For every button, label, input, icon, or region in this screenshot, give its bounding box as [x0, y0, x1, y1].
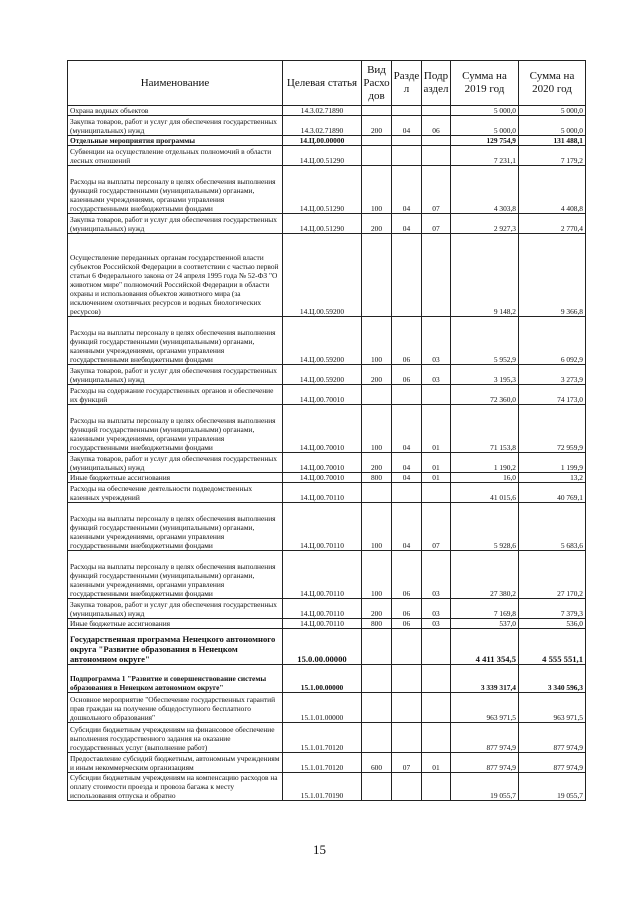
row-sum-2019: 5 000,0: [451, 116, 519, 136]
row-subsection: 01: [422, 453, 451, 473]
row-sum-2020: 7 179,2: [519, 146, 586, 166]
row-sum-2020: 6 092,9: [519, 317, 586, 365]
row-sum-2020: 40 769,1: [519, 483, 586, 503]
row-sum-2020: 877 974,9: [519, 753, 586, 773]
row-sum-2020: 7 379,3: [519, 599, 586, 619]
row-sum-2019: 129 754,9: [451, 136, 519, 146]
row-subsection: 07: [422, 214, 451, 234]
row-sum-2020: 963 971,5: [519, 693, 586, 723]
row-subsection: [422, 136, 451, 146]
row-target-article: 15.1.01.70120: [283, 723, 362, 753]
row-sum-2019: 19 055,7: [451, 773, 519, 801]
row-sum-2020: 5 683,6: [519, 503, 586, 551]
row-sum-2020: 4 408,8: [519, 166, 586, 214]
row-name: Закупка товаров, работ и услуг для обеспечения государственных (муниципальных) нужд: [68, 599, 283, 619]
row-sum-2019: 877 974,9: [451, 753, 519, 773]
header-name: Наименование: [68, 61, 283, 106]
row-target-article: 14.Ц.00.70110: [283, 503, 362, 551]
row-section: 06: [392, 551, 422, 599]
row-expense-kind: 100: [362, 166, 392, 214]
row-target-article: 14.Ц.00.70110: [283, 551, 362, 599]
table-row: [68, 365, 586, 385]
row-section: [392, 629, 422, 665]
row-sum-2019: 3 339 317,4: [451, 665, 519, 693]
table-row: [68, 146, 586, 166]
row-section: 04: [392, 405, 422, 453]
row-name: Субвенции на осуществление отдельных полномочий в области лесных отношений: [68, 146, 283, 166]
row-section: 04: [392, 453, 422, 473]
row-expense-kind: 800: [362, 619, 392, 629]
row-expense-kind: 200: [362, 365, 392, 385]
row-expense-kind: 200: [362, 116, 392, 136]
row-sum-2020: 131 488,1: [519, 136, 586, 146]
row-name: Расходы на обеспечение деятельности подведомственных казенных учреждений: [68, 483, 283, 503]
row-expense-kind: [362, 234, 392, 317]
row-sum-2020: 5 000,0: [519, 106, 586, 116]
row-subsection: [422, 385, 451, 405]
row-expense-kind: [362, 483, 392, 503]
row-sum-2019: 27 380,2: [451, 551, 519, 599]
row-sum-2020: 877 974,9: [519, 723, 586, 753]
row-name: Закупка товаров, работ и услуг для обеспечения государственных (муниципальных) нужд: [68, 453, 283, 473]
budget-table-sheet: [67, 60, 585, 801]
row-expense-kind: 200: [362, 214, 392, 234]
row-expense-kind: [362, 146, 392, 166]
row-sum-2020: 3 340 596,3: [519, 665, 586, 693]
row-subsection: 01: [422, 473, 451, 483]
row-sum-2019: 72 360,0: [451, 385, 519, 405]
table-row: [68, 483, 586, 503]
table-row: [68, 116, 586, 136]
table-row: [68, 503, 586, 551]
row-section: [392, 136, 422, 146]
row-section: 06: [392, 365, 422, 385]
row-section: [392, 234, 422, 317]
row-expense-kind: 800: [362, 473, 392, 483]
row-sum-2019: 537,0: [451, 619, 519, 629]
row-sum-2020: 9 366,8: [519, 234, 586, 317]
header-sum-2020: Сумма на 2020 год: [519, 61, 586, 106]
row-name: Осуществление переданных органам государственной власти субъектов Российской Федерации в соответствии с частью первой статьи 6 Федерального закона от 24 апреля 1995 года № 52-ФЗ "О животном мире" полномочий Российской Федерации в области охраны и использования объектов животного мира (за исключением охотничьих ресурсов и водных биологических ресурсов): [68, 234, 283, 317]
row-name: Расходы на выплаты персоналу в целях обеспечения выполнения функций государственными (муниципальными) органами, казенными учреждениями, органами управления государственными внебюджетными фондами: [68, 551, 283, 599]
row-name: Субсидии бюджетным учреждениям на компенсацию расходов на оплату стоимости проезда и провоза багажа к месту использования отпуска и обратно: [68, 773, 283, 801]
row-sum-2019: 2 927,3: [451, 214, 519, 234]
row-sum-2019: 4 303,8: [451, 166, 519, 214]
row-target-article: 14.Ц.00.70010: [283, 473, 362, 483]
row-name: Государственная программа Ненецкого автономного округа "Развитие образования в Ненецком автономном округе": [68, 629, 283, 665]
row-section: [392, 385, 422, 405]
row-sum-2019: 9 148,2: [451, 234, 519, 317]
row-name: Охрана водных объектов: [68, 106, 283, 116]
row-sum-2019: 7 169,8: [451, 599, 519, 619]
row-name: Иные бюджетные ассигнования: [68, 619, 283, 629]
row-subsection: [422, 773, 451, 801]
row-sum-2020: 19 055,7: [519, 773, 586, 801]
table-row: [68, 453, 586, 473]
row-target-article: 15.1.01.00000: [283, 693, 362, 723]
row-target-article: 15.0.00.00000: [283, 629, 362, 665]
table-row: [68, 234, 586, 317]
row-subsection: [422, 483, 451, 503]
row-subsection: 03: [422, 317, 451, 365]
row-section: 04: [392, 166, 422, 214]
row-target-article: 14.Ц.00.51290: [283, 146, 362, 166]
row-name: Отдельные мероприятия программы: [68, 136, 283, 146]
row-name: Закупка товаров, работ и услуг для обеспечения государственных (муниципальных) нужд: [68, 116, 283, 136]
table-row: [68, 629, 586, 665]
row-subsection: [422, 629, 451, 665]
row-sum-2020: 13,2: [519, 473, 586, 483]
row-expense-kind: [362, 385, 392, 405]
row-name: Предоставление субсидий бюджетным, автономным учреждениям и иным некоммерческим организациям: [68, 753, 283, 773]
row-sum-2019: 963 971,5: [451, 693, 519, 723]
row-section: 04: [392, 214, 422, 234]
table-row: [68, 551, 586, 599]
row-expense-kind: 600: [362, 753, 392, 773]
table-row: [68, 723, 586, 753]
row-subsection: 03: [422, 551, 451, 599]
row-target-article: 14.Ц.00.70110: [283, 619, 362, 629]
row-expense-kind: [362, 773, 392, 801]
row-expense-kind: 100: [362, 551, 392, 599]
row-subsection: [422, 693, 451, 723]
row-subsection: [422, 234, 451, 317]
budget-table: [67, 60, 586, 801]
row-sum-2020: 5 000,0: [519, 116, 586, 136]
row-section: [392, 106, 422, 116]
row-section: 07: [392, 753, 422, 773]
row-section: [392, 693, 422, 723]
row-sum-2019: 41 015,6: [451, 483, 519, 503]
row-sum-2020: 3 273,9: [519, 365, 586, 385]
row-target-article: 14.Ц.00.70010: [283, 385, 362, 405]
row-section: 04: [392, 116, 422, 136]
row-expense-kind: [362, 136, 392, 146]
row-target-article: 14.Ц.00.59200: [283, 365, 362, 385]
table-row: [68, 619, 586, 629]
table-row: [68, 753, 586, 773]
header-subsection: Подр аздел: [422, 61, 451, 106]
row-sum-2020: 1 199,9: [519, 453, 586, 473]
row-subsection: [422, 665, 451, 693]
table-row: [68, 166, 586, 214]
row-expense-kind: 100: [362, 317, 392, 365]
row-section: 06: [392, 599, 422, 619]
row-sum-2019: 5 952,9: [451, 317, 519, 365]
row-target-article: 14.3.02.71890: [283, 116, 362, 136]
row-expense-kind: 200: [362, 453, 392, 473]
table-row: [68, 599, 586, 619]
row-subsection: 07: [422, 503, 451, 551]
row-name: Иные бюджетные ассигнования: [68, 473, 283, 483]
row-section: [392, 665, 422, 693]
row-target-article: 14.Ц.00.00000: [283, 136, 362, 146]
row-expense-kind: 100: [362, 405, 392, 453]
row-expense-kind: [362, 665, 392, 693]
row-sum-2019: 4 411 354,5: [451, 629, 519, 665]
table-body: [68, 106, 586, 801]
row-sum-2019: 3 195,3: [451, 365, 519, 385]
page-number: 15: [313, 842, 326, 857]
row-sum-2020: 536,0: [519, 619, 586, 629]
row-subsection: 03: [422, 619, 451, 629]
row-section: [392, 723, 422, 753]
row-sum-2020: 2 770,4: [519, 214, 586, 234]
header-expense-kind: Вид Расхо дов: [362, 61, 392, 106]
row-expense-kind: 200: [362, 599, 392, 619]
header-section: Разде л: [392, 61, 422, 106]
row-target-article: 14.Ц.00.70110: [283, 483, 362, 503]
row-sum-2020: 27 170,2: [519, 551, 586, 599]
row-sum-2019: 5 000,0: [451, 106, 519, 116]
row-sum-2019: 877 974,9: [451, 723, 519, 753]
row-expense-kind: 100: [362, 503, 392, 551]
header-target-article: Целевая статья: [283, 61, 362, 106]
table-row: [68, 693, 586, 723]
table-header-row: [68, 61, 586, 106]
row-target-article: 15.1.01.70120: [283, 753, 362, 773]
row-sum-2019: 71 153,8: [451, 405, 519, 453]
row-section: [392, 483, 422, 503]
row-name: Расходы на содержание государственных органов и обеспечение их функций: [68, 385, 283, 405]
row-subsection: 07: [422, 166, 451, 214]
row-name: Расходы на выплаты персоналу в целях обеспечения выполнения функций государственными (муниципальными) органами, казенными учреждениями, органами управления государственными внебюджетными фондами: [68, 317, 283, 365]
row-section: [392, 146, 422, 166]
row-target-article: 15.1.00.00000: [283, 665, 362, 693]
table-row: [68, 773, 586, 801]
row-subsection: 03: [422, 365, 451, 385]
row-section: 04: [392, 503, 422, 551]
table-row: [68, 665, 586, 693]
row-target-article: 14.Ц.00.70010: [283, 405, 362, 453]
table-row: [68, 136, 586, 146]
row-sum-2020: 4 555 551,1: [519, 629, 586, 665]
row-name: Закупка товаров, работ и услуг для обеспечения государственных (муниципальных) нужд: [68, 365, 283, 385]
row-section: [392, 773, 422, 801]
row-sum-2019: 16,0: [451, 473, 519, 483]
row-sum-2020: 74 173,0: [519, 385, 586, 405]
row-expense-kind: [362, 629, 392, 665]
row-name: Расходы на выплаты персоналу в целях обеспечения выполнения функций государственными (муниципальными) органами, казенными учреждениями, органами управления государственными внебюджетными фондами: [68, 405, 283, 453]
row-name: Субсидии бюджетным учреждениям на финансовое обеспечение выполнения государственного задания на оказание государственных услуг (выполнение работ): [68, 723, 283, 753]
row-sum-2019: 1 190,2: [451, 453, 519, 473]
row-name: Расходы на выплаты персоналу в целях обеспечения выполнения функций государственными (муниципальными) органами, казенными учреждениями, органами управления государственными внебюджетными фондами: [68, 166, 283, 214]
row-target-article: 14.Ц.00.70110: [283, 599, 362, 619]
row-target-article: 15.1.01.70190: [283, 773, 362, 801]
row-name: Закупка товаров, работ и услуг для обеспечения государственных (муниципальных) нужд: [68, 214, 283, 234]
row-expense-kind: [362, 723, 392, 753]
row-subsection: 03: [422, 599, 451, 619]
row-expense-kind: [362, 106, 392, 116]
table-row: [68, 106, 586, 116]
row-name: Основное мероприятие "Обеспечение государственных гарантий прав граждан на получение общедоступного бесплатного дошкольного образования": [68, 693, 283, 723]
row-name: Подпрограмма 1 "Развитие и совершенствование системы образования в Ненецком автономном округе": [68, 665, 283, 693]
row-subsection: 01: [422, 753, 451, 773]
table-row: [68, 385, 586, 405]
row-sum-2020: 72 959,9: [519, 405, 586, 453]
row-section: 06: [392, 619, 422, 629]
row-target-article: 14.Ц.00.51290: [283, 166, 362, 214]
row-subsection: [422, 106, 451, 116]
table-row: [68, 214, 586, 234]
row-name: Расходы на выплаты персоналу в целях обеспечения выполнения функций государственными (муниципальными) органами, казенными учреждениями, органами управления государственными внебюджетными фондами: [68, 503, 283, 551]
row-target-article: 14.Ц.00.51290: [283, 214, 362, 234]
row-target-article: 14.Ц.00.59200: [283, 234, 362, 317]
row-expense-kind: [362, 693, 392, 723]
table-row: [68, 317, 586, 365]
table-row: [68, 405, 586, 453]
row-section: 04: [392, 473, 422, 483]
row-subsection: [422, 723, 451, 753]
table-row: [68, 473, 586, 483]
row-target-article: 14.3.02.71890: [283, 106, 362, 116]
row-subsection: 01: [422, 405, 451, 453]
row-subsection: 06: [422, 116, 451, 136]
row-subsection: [422, 146, 451, 166]
row-sum-2019: 5 928,6: [451, 503, 519, 551]
header-sum-2019: Сумма на 2019 год: [451, 61, 519, 106]
row-sum-2019: 7 231,1: [451, 146, 519, 166]
row-target-article: 14.Ц.00.59200: [283, 317, 362, 365]
row-target-article: 14.Ц.00.70010: [283, 453, 362, 473]
row-section: 06: [392, 317, 422, 365]
